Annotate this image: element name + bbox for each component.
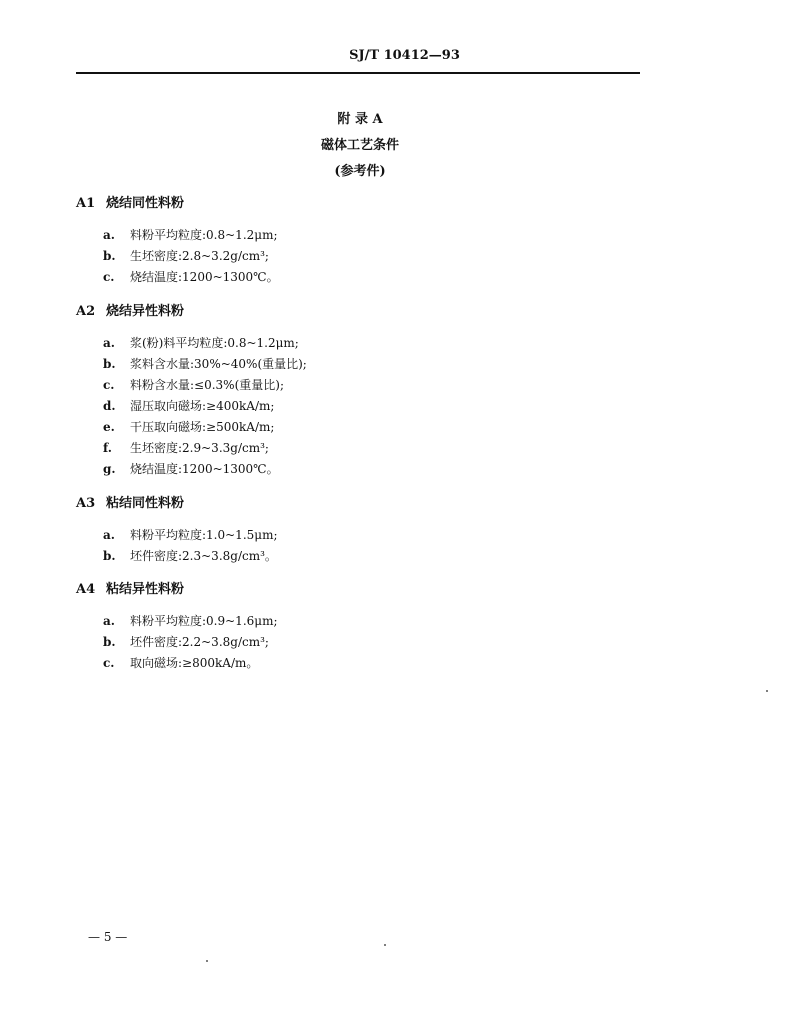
list-item [103,355,307,372]
list-item [103,226,278,243]
item-text: 料粉平均粒度:0.8~1.2μm; [130,228,278,242]
item-marker: b. [103,357,116,371]
section-a1-heading [76,192,184,211]
item-marker: a. [103,228,115,242]
appendix-note: (参考件) [334,164,386,179]
list-item [103,460,279,477]
list-item [103,612,278,629]
item-text: 生坯密度:2.9~3.3g/cm³; [130,441,269,455]
list-item [103,439,269,456]
list-item [103,334,299,351]
section-a3-heading [76,492,184,511]
item-marker: c. [103,270,115,284]
item-text: 坯件密度:2.2~3.8g/cm³; [130,635,269,649]
item-text: 生坯密度:2.8~3.2g/cm³; [130,249,269,263]
item-marker: g. [103,462,116,476]
item-text: 料粉平均粒度:1.0~1.5μm; [130,528,278,542]
list-item [103,418,274,435]
item-text: 浆料含水量:30%~40%(重量比); [130,357,307,371]
page-number: — 5 — [88,930,128,944]
item-marker: b. [103,635,116,649]
item-text: 料粉含水量:≤0.3%(重量比); [130,378,284,392]
scan-speck [766,690,768,692]
item-marker: c. [103,378,115,392]
item-marker: f. [103,441,112,455]
item-text: 干压取向磁场:≥500kA/m; [130,420,275,434]
section-title: 烧结同性料粉 [106,196,185,211]
list-item [103,547,277,564]
section-title: 粘结异性料粉 [106,582,185,597]
item-text: 烧结温度:1200~1300℃。 [130,462,279,476]
item-marker: a. [103,528,115,542]
item-marker: b. [103,249,116,263]
list-item [103,268,279,285]
section-title: 烧结异性料粉 [106,304,185,319]
list-item [103,633,269,650]
section-title: 粘结同性料粉 [106,496,185,511]
item-text: 烧结温度:1200~1300℃。 [130,270,279,284]
item-marker: a. [103,614,115,628]
item-text: 料粉平均粒度:0.9~1.6μm; [130,614,278,628]
section-number: A2 [76,304,96,319]
item-text: 湿压取向磁场:≥400kA/m; [130,399,275,413]
list-item [103,247,269,264]
list-item [103,654,258,671]
list-item [103,526,278,543]
item-text: 浆(粉)料平均粒度:0.8~1.2μm; [130,336,299,350]
section-number: A4 [76,582,96,597]
document-code-header: SJ/T 10412—93 [349,48,460,63]
section-number: A3 [76,496,96,511]
list-item [103,376,284,393]
section-a2-heading [76,300,184,319]
item-text: 取向磁场:≥800kA/m。 [130,656,259,670]
scan-speck [206,960,208,962]
item-marker: b. [103,549,116,563]
item-marker: a. [103,336,115,350]
item-marker: c. [103,656,115,670]
item-text: 坯件密度:2.3~3.8g/cm³。 [130,549,277,563]
appendix-title: 附 录 A [337,112,383,127]
scan-speck [384,944,386,946]
item-marker: d. [103,399,116,413]
appendix-subtitle: 磁体工艺条件 [320,138,399,153]
item-marker: e. [103,420,115,434]
section-number: A1 [76,196,96,211]
list-item [103,397,274,414]
section-a4-heading [76,578,184,597]
header-rule [76,72,640,74]
